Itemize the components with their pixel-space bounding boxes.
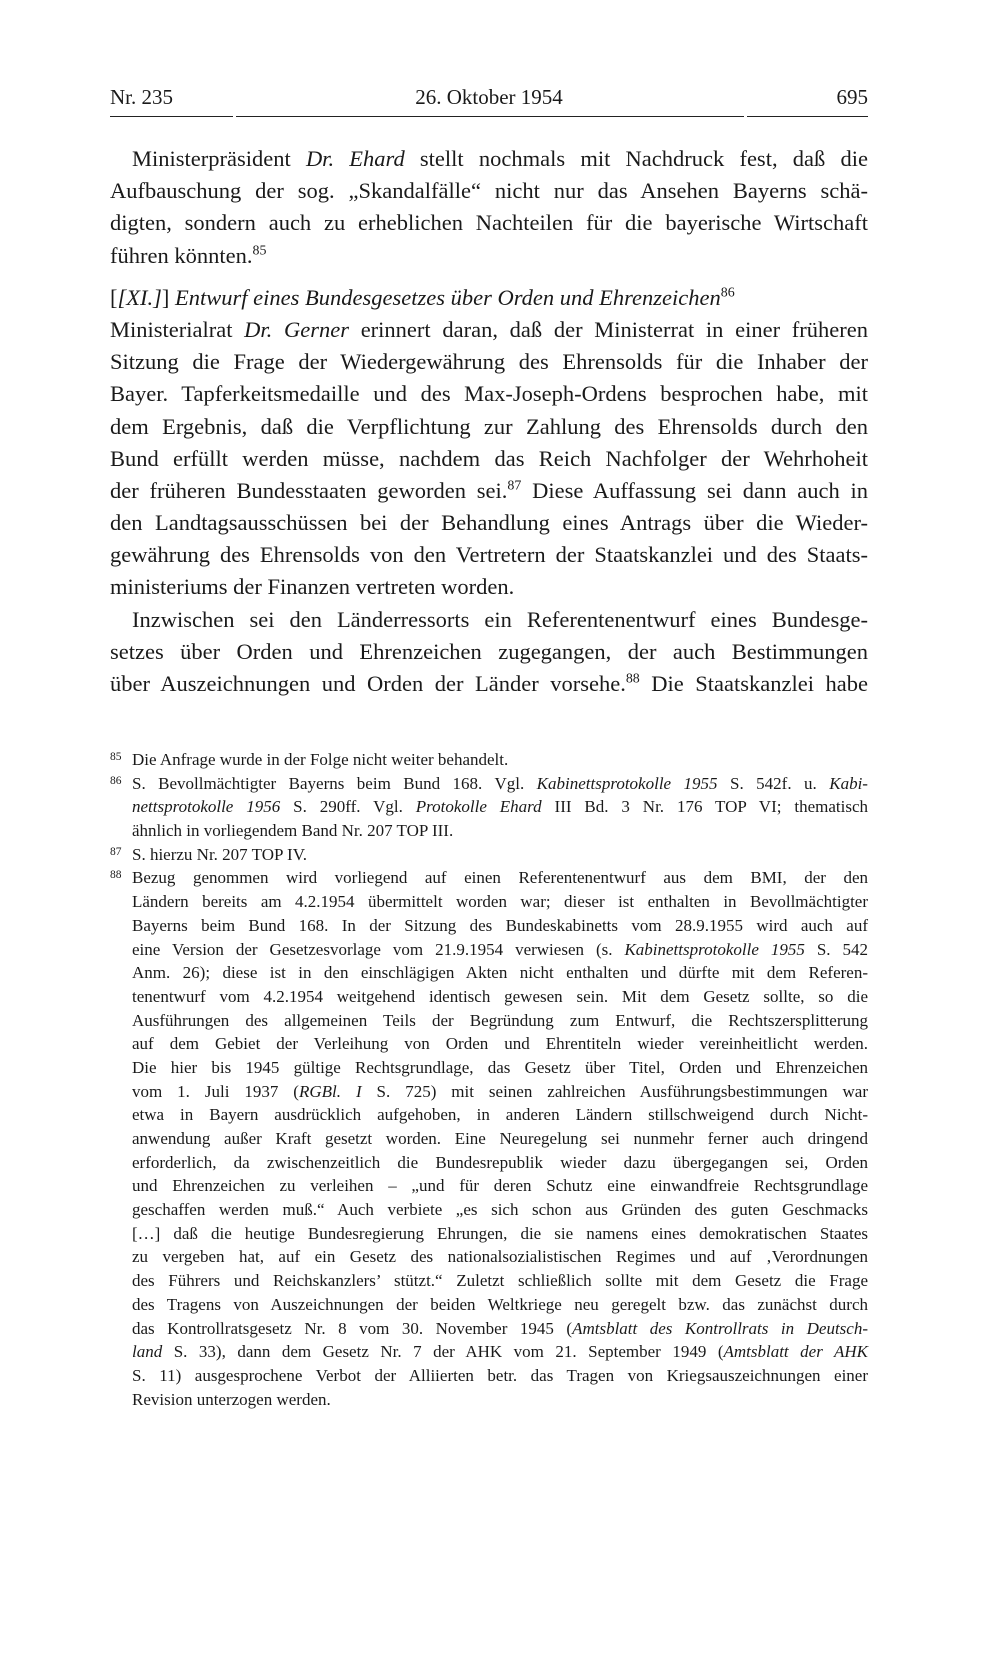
footnote-ref: 86 bbox=[720, 285, 735, 301]
footnote-87 bbox=[110, 843, 868, 867]
page-number: 695 bbox=[836, 85, 868, 109]
text-line: des Tragens von Auszeichnungen der beiden Weltkriege neu geregelt bzw. das zunächst durch bbox=[132, 1294, 868, 1314]
text-line: Ausführungen des allgemeinen Teils der Begründung zum Entwurf, die Rechtszersplitterung bbox=[132, 1010, 868, 1030]
person-name: Dr. Gerner bbox=[244, 316, 349, 342]
text-line: Die hier bis 1945 gültige Rechtsgrundlage, das Gesetz über Titel, Orden und Ehrenzeichen bbox=[132, 1057, 868, 1077]
text-line: digten, sondern auch zu erheblichen Nachteilen für die bayerische Wirtschaft bbox=[110, 210, 868, 236]
running-header bbox=[110, 84, 868, 114]
header-rule bbox=[747, 116, 868, 117]
text-line: des Führers und Reichskanzlers’ stützt.“ Zuletzt schließlich sollte mit dem Gesetz die Frage bbox=[132, 1271, 868, 1291]
text-line: […] daß die heutige Bundesregierung Ehrungen, die sie namens eines demokratischen Staates bbox=[132, 1223, 868, 1243]
text-line: ähnlich in vorliegendem Band Nr. 207 TOP III. bbox=[132, 821, 454, 841]
header-date: 26. Oktober 1954 bbox=[415, 85, 563, 109]
text-line: auf dem Gebiet der Verleihung von Orden und Ehrentiteln wieder vereinheitlicht werden. bbox=[132, 1034, 868, 1054]
text-line: Sitzung die Frage der Wiedergewährung des Ehrensolds für die Inhaber der bbox=[110, 349, 868, 375]
text-line: vom 1. Juli 1937 (RGBl. I S. 725) mit seinen zahlreichen Ausführungsbestimmungen war bbox=[132, 1081, 868, 1101]
text-line: tenentwurf vom 4.2.1954 weitgehend identisch gewesen sein. Mit dem Gesetz sollte, so die bbox=[132, 986, 868, 1006]
section-title: Entwurf eines Bundesgesetzes über Orden und Ehrenzeichen bbox=[175, 284, 721, 310]
text-line: eine Version der Gesetzesvorlage vom 21.9.1954 verwiesen (s. Kabinettsprotokolle 1955 S. 542 bbox=[132, 939, 868, 959]
text-line: geschaffen werden muß.“ Auch verbiete „es sich schon aus Gründen des guten Geschmacks bbox=[132, 1200, 868, 1220]
section-heading bbox=[110, 282, 868, 314]
footnote-ref: 87 bbox=[507, 478, 522, 494]
text-line: dem Ergebnis, daß die Verpflichtung zur Zahlung des Ehrensolds durch den bbox=[110, 413, 868, 439]
footnote-86 bbox=[110, 772, 868, 843]
text-line: und Ehrenzeichen zu verleihen – „und für deren Schutz eine einwandfreie Rechtsgrundlage bbox=[132, 1176, 868, 1196]
text-line: Ministerpräsident Dr. Ehard stellt nochmals mit Nachdruck fest, daß die bbox=[132, 146, 868, 171]
text-line: nettsprotokolle 1956 S. 290ff. Vgl. Protokolle Ehard III Bd. 3 Nr. 176 TOP VI; thematisch bbox=[132, 797, 868, 817]
text-line: zu vergeben hat, auf ein Gesetz des nationalsozialistischen Regimes und auf ‚Verordnungen bbox=[132, 1247, 868, 1267]
footnote-ref: 85 bbox=[252, 242, 267, 258]
footnote-ref: 88 bbox=[625, 671, 640, 687]
text-line: etwa in Bayern ausdrücklich aufgehoben, in anderen Ländern stillschweigend durch Nicht- bbox=[132, 1105, 868, 1125]
text-line: Ministerialrat Dr. Gerner erinnert daran, daß der Ministerrat in einer früheren bbox=[110, 316, 869, 342]
text-line: S. Bevollmächtigter Bayerns beim Bund 168. Vgl. Kabinettsprotokolle 1955 S. 542f. u. Kabi- bbox=[132, 773, 868, 793]
paragraph bbox=[110, 143, 868, 272]
document-number: Nr. 235 bbox=[110, 85, 173, 109]
text-line: land S. 33), dann dem Gesetz Nr. 7 der AHK vom 21. September 1949 (Amtsblatt der AHK bbox=[132, 1342, 868, 1362]
text-line: erforderlich, da zwischenzeitlich die Bundesrepublik wieder dazu übergegangen sei, Orden bbox=[132, 1152, 868, 1172]
section-number: [[XI.]] bbox=[110, 284, 170, 310]
footnote-85 bbox=[110, 748, 868, 772]
footnote-88 bbox=[110, 866, 868, 1411]
paragraph bbox=[110, 604, 868, 701]
text-line: Revision unterzogen werden. bbox=[132, 1389, 331, 1409]
text-line: Inzwischen sei den Länderressorts ein Referentenentwurf eines Bundesge- bbox=[132, 606, 868, 632]
text-line: Anm. 26); diese ist in den einschlägigen Akten nicht enthalten und dürfte mit dem Referen- bbox=[132, 963, 868, 983]
text-line: S. hierzu Nr. 207 TOP IV. bbox=[132, 844, 308, 864]
paragraph bbox=[110, 314, 868, 604]
text-line: gewährung des Ehrensolds von den Vertretern der Staatskanzlei und des Staats- bbox=[110, 542, 868, 568]
text-line: über Auszeichnungen und Orden der Länder vorsehe.$^{88}$ Die Staatskanzlei habe bbox=[110, 671, 868, 696]
text-line: ministeriums der Finanzen vertreten worden. bbox=[110, 574, 515, 600]
text-line: setzes über Orden und Ehrenzeichen zugegangen, der auch Bestimmungen bbox=[110, 638, 868, 664]
header-rule bbox=[236, 116, 744, 117]
text-line: Bund erfüllt werden müsse, nachdem das Reich Nachfolger der Wehrhoheit bbox=[110, 445, 868, 471]
footnote-number: 85 bbox=[110, 751, 122, 763]
footnote-number: 86 bbox=[110, 774, 122, 787]
text-line: Die Anfrage wurde in der Folge nicht weiter behandelt. bbox=[132, 750, 509, 769]
text-line: der früheren Bundesstaaten geworden sei.$^{87}$ Diese Auffassung sei dann auch in bbox=[110, 477, 868, 503]
header-rule bbox=[110, 116, 233, 117]
text-line: S. 11) ausgesprochene Verbot der Alliierten betr. das Tragen von Kriegsauszeichnungen einer bbox=[132, 1365, 868, 1385]
text-line: führen könnten.$^{85}$ bbox=[110, 242, 267, 268]
text-line: anwendung außer Kraft gesetzt worden. Eine Neuregelung sei nunmehr ferner auch dringend bbox=[132, 1129, 868, 1148]
text-line: das Kontrollratsgesetz Nr. 8 vom 30. November 1945 (Amtsblatt des Kontrollrats in Deutsch- bbox=[132, 1318, 868, 1338]
main-text bbox=[110, 143, 868, 700]
text-line: Aufbauschung der sog. „Skandalfälle“ nicht nur das Ansehen Bayerns schä- bbox=[110, 178, 868, 204]
text-line: den Landtagsausschüssen bei der Behandlung eines Antrags über die Wieder- bbox=[110, 510, 868, 536]
footnote-number: 88 bbox=[110, 869, 122, 882]
footnote-number: 87 bbox=[110, 845, 122, 858]
person-name: Dr. Ehard bbox=[305, 146, 405, 171]
footnotes bbox=[110, 748, 868, 1411]
text-line: Bayerns beim Bund 168. In der Sitzung des Bundeskabinetts vom 28.9.1955 wird auch auf bbox=[132, 915, 868, 935]
text-line: Ländern bereits am 4.2.1954 übermittelt worden war; dieser ist enthalten in Bevollmächtigter bbox=[132, 892, 868, 912]
text-line: Bayer. Tapferkeitsmedaille und des Max-Joseph-Ordens besprochen habe, mit bbox=[110, 381, 868, 407]
text-line: Bezug genommen wird vorliegend auf einen Referentenentwurf aus dem BMI, der den bbox=[132, 868, 868, 888]
